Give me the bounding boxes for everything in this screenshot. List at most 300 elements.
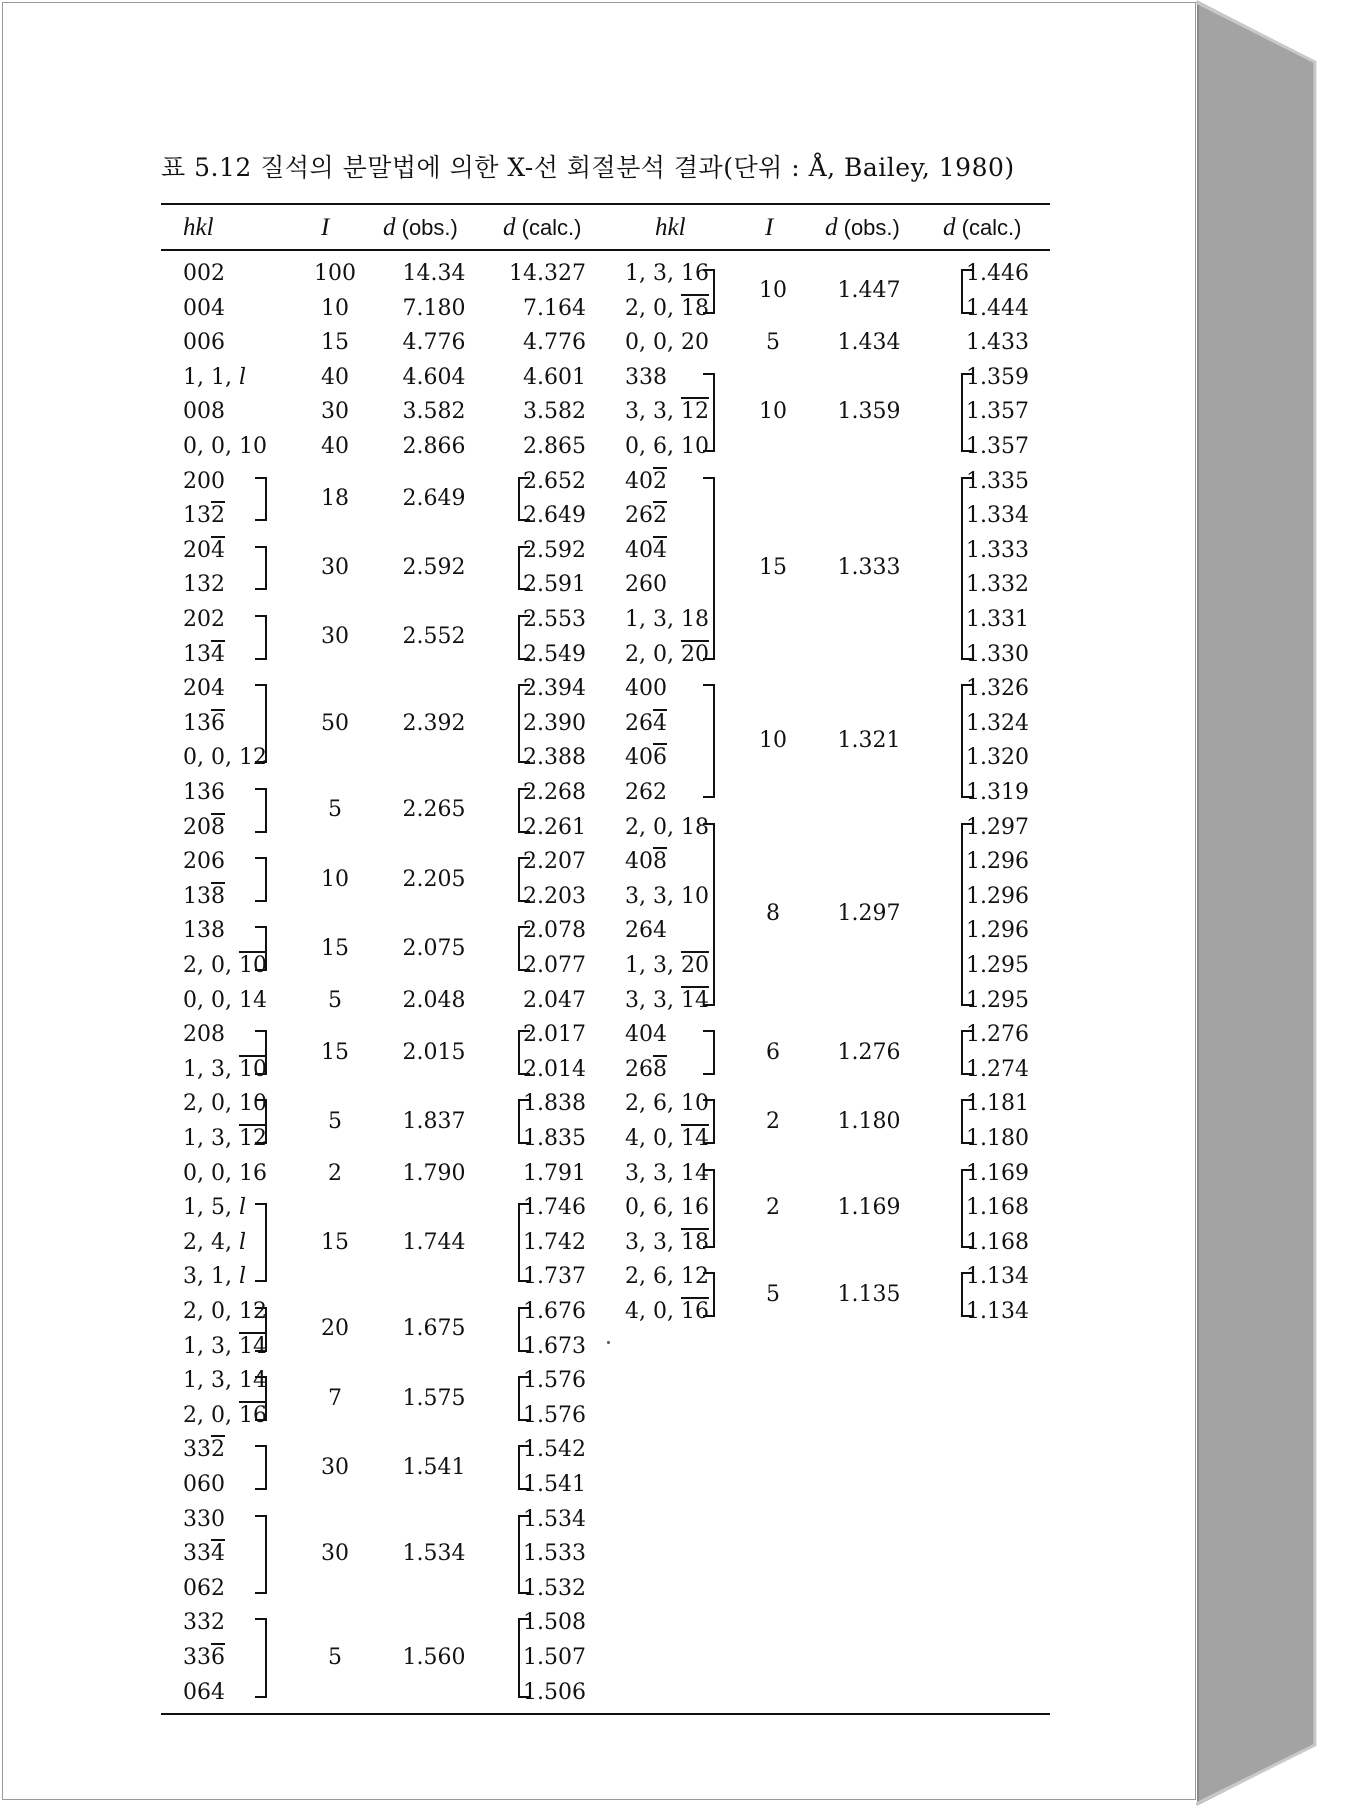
- hkl-value: 262: [625, 780, 667, 805]
- d-calc-value: 1.296: [966, 849, 1029, 875]
- header-intensity-right: I: [765, 214, 774, 241]
- d-obs-value: 1.790: [402, 1160, 466, 1186]
- hkl-value: 404: [625, 1022, 667, 1048]
- d-calc-value: 1.359: [966, 364, 1029, 390]
- hkl-group-bracket: [255, 1099, 267, 1144]
- d-obs-value: 2.866: [402, 434, 466, 459]
- d-calc-value: 1.533: [523, 1541, 586, 1567]
- table-bottom-rule: [161, 1713, 1050, 1715]
- hkl-group-bracket: [255, 684, 267, 763]
- d-calc-value: 3.582: [523, 399, 586, 425]
- intensity-value: 10: [321, 866, 349, 892]
- intensity-value: 8: [766, 901, 780, 927]
- d-calc-value: 2.388: [523, 745, 586, 771]
- hkl-value: 400: [625, 676, 667, 702]
- hkl-value: 264: [625, 918, 667, 944]
- hkl-value: 3, 3, 14: [625, 987, 709, 1013]
- d-calc-value: 1.134: [966, 1264, 1029, 1290]
- d-calc-value: 2.078: [523, 918, 586, 944]
- d-calc-value: 2.591: [523, 572, 586, 598]
- d-calc-group-bracket: [961, 1272, 973, 1317]
- hkl-value: 208: [183, 814, 225, 840]
- d-calc-group-bracket: [518, 1445, 530, 1490]
- intensity-value: 100: [314, 261, 356, 286]
- d-calc-value: 1.297: [966, 814, 1029, 840]
- d-obs-value: 4.776: [402, 330, 466, 356]
- intensity-value: 10: [321, 295, 349, 321]
- d-obs-value: 2.552: [402, 624, 466, 650]
- hkl-value: 4, 0, 16: [625, 1299, 709, 1324]
- d-calc-group-bracket: [518, 477, 530, 522]
- table-top-rule: [161, 203, 1050, 205]
- d-obs-value: 7.180: [402, 295, 466, 321]
- overline-index: 2: [211, 1437, 225, 1463]
- overline-index: 12: [238, 1126, 267, 1151]
- hkl-value: 200: [183, 468, 225, 494]
- hkl-value: 2, 6, 12: [625, 1264, 709, 1290]
- hkl-value: 0, 0, 14: [183, 987, 267, 1013]
- hkl-value: 1, 5, l: [183, 1195, 247, 1221]
- overline-index: 8: [653, 1056, 667, 1082]
- hkl-group-bracket: [703, 477, 715, 660]
- d-calc-value: 2.207: [523, 849, 586, 875]
- d-calc-value: 1.444: [966, 295, 1029, 321]
- overline-index: 12: [680, 399, 709, 425]
- hkl-value: 138: [183, 883, 225, 909]
- d-calc-value: 1.274: [966, 1056, 1029, 1082]
- intensity-value: 40: [321, 364, 349, 390]
- overline-index: 18: [680, 295, 709, 321]
- hkl-value: 202: [183, 607, 225, 632]
- intensity-value: 10: [759, 399, 787, 425]
- intensity-value: 30: [321, 399, 349, 425]
- hkl-value: 2, 0, 18: [625, 814, 709, 840]
- d-calc-value: 1.541: [523, 1472, 586, 1497]
- d-calc-value: 1.446: [966, 261, 1029, 286]
- overline-index: 14: [680, 987, 709, 1013]
- d-obs-value: 2.015: [402, 1039, 466, 1065]
- intensity-value: 10: [759, 278, 787, 304]
- d-calc-group-bracket: [518, 1030, 530, 1075]
- hkl-value: 2, 0, 12: [183, 1299, 267, 1324]
- hkl-value: 1, 1, l: [183, 364, 247, 390]
- hkl-group-bracket: [703, 1030, 715, 1075]
- hkl-value: 136: [183, 780, 225, 805]
- d-calc-value: 1.737: [523, 1264, 586, 1290]
- intensity-value: 10: [759, 728, 787, 754]
- d-calc-group-bracket: [518, 1203, 530, 1282]
- overline-index: 6: [211, 1645, 225, 1670]
- d-calc-value: 1.534: [523, 1506, 586, 1532]
- d-calc-value: 1.357: [966, 399, 1029, 425]
- d-calc-group-bracket: [518, 615, 530, 660]
- d-calc-value: 2.390: [523, 710, 586, 736]
- d-calc-group-bracket: [518, 926, 530, 971]
- d-obs-value: 1.333: [837, 555, 901, 581]
- intensity-value: 6: [766, 1039, 780, 1065]
- d-calc-value: 1.296: [966, 883, 1029, 909]
- overline-index: 10: [238, 1056, 267, 1082]
- hkl-group-bracket: [255, 1030, 267, 1075]
- d-obs-value: 1.534: [402, 1541, 466, 1567]
- d-calc-value: 1.332: [966, 572, 1029, 598]
- d-calc-group-bracket: [518, 546, 530, 591]
- d-obs-value: 1.575: [402, 1385, 466, 1411]
- hkl-value: 132: [183, 503, 225, 529]
- hkl-value: 2, 0, 16: [183, 1402, 267, 1428]
- d-calc-value: 1.335: [966, 468, 1029, 494]
- d-calc-value: 7.164: [523, 295, 586, 321]
- hkl-value: 0, 6, 10: [625, 434, 709, 459]
- header-hkl-right: hkl: [655, 214, 686, 241]
- d-obs-value: 2.592: [402, 555, 466, 581]
- hkl-group-bracket: [255, 615, 267, 660]
- overline-index: 20: [680, 641, 709, 667]
- hkl-value: 1, 3, 12: [183, 1126, 267, 1151]
- hkl-value: 0, 0, 16: [183, 1160, 267, 1186]
- hkl-value: 332: [183, 1437, 225, 1463]
- d-calc-value: 2.047: [523, 987, 586, 1013]
- d-calc-group-bracket: [518, 684, 530, 763]
- overline-index: 2: [653, 503, 667, 529]
- d-calc-value: 2.549: [523, 641, 586, 667]
- header-d-obs-right: d (obs.): [825, 214, 900, 241]
- hkl-value: 0, 0, 20: [625, 330, 709, 356]
- hkl-value: 404: [625, 537, 667, 563]
- d-obs-value: 1.359: [837, 399, 901, 425]
- hkl-value: 1, 3, 18: [625, 607, 709, 632]
- d-calc-value: 1.742: [523, 1229, 586, 1255]
- hkl-value: 2, 6, 10: [625, 1091, 709, 1117]
- hkl-value: 330: [183, 1506, 225, 1532]
- hkl-value: 408: [625, 849, 667, 875]
- hkl-value: 406: [625, 745, 667, 771]
- hkl-value: 204: [183, 676, 225, 702]
- d-obs-value: 1.135: [837, 1281, 901, 1307]
- intensity-value: 18: [321, 485, 349, 511]
- intensity-value: 15: [321, 1039, 349, 1065]
- d-calc-value: 2.394: [523, 676, 586, 702]
- hkl-value: 3, 1, l: [183, 1264, 247, 1290]
- header-intensity-left: I: [321, 214, 330, 241]
- intensity-value: 40: [321, 434, 349, 459]
- overline-index: 14: [680, 1126, 709, 1151]
- d-obs-value: 1.447: [837, 278, 901, 304]
- d-calc-value: 1.320: [966, 745, 1029, 771]
- hkl-value: 1, 3, 20: [625, 953, 709, 978]
- hkl-group-bracket: [703, 269, 715, 314]
- d-calc-value: 1.319: [966, 780, 1029, 805]
- overline-index: 16: [238, 1402, 267, 1428]
- d-calc-value: 1.181: [966, 1091, 1029, 1117]
- d-calc-value: 1.333: [966, 537, 1029, 563]
- hkl-value: 136: [183, 710, 225, 736]
- d-calc-value: 2.077: [523, 953, 586, 978]
- d-calc-value: 1.835: [523, 1126, 586, 1151]
- d-calc-value: 1.295: [966, 953, 1029, 978]
- hkl-value: 260: [625, 572, 667, 598]
- hkl-value: 060: [183, 1472, 225, 1497]
- intensity-value: 5: [328, 1108, 342, 1134]
- header-d-calc-right: d (calc.): [943, 214, 1022, 241]
- d-calc-value: 1.295: [966, 987, 1029, 1013]
- hkl-group-bracket: [255, 1203, 267, 1282]
- hkl-value: 0, 0, 10: [183, 434, 267, 459]
- overline-index: 2: [211, 503, 225, 529]
- d-calc-value: 1.746: [523, 1195, 586, 1221]
- hkl-group-bracket: [703, 684, 715, 798]
- overline-index: 8: [211, 883, 225, 909]
- d-calc-value: 2.592: [523, 537, 586, 563]
- d-calc-group-bracket: [518, 788, 530, 833]
- d-calc-value: 1.169: [966, 1160, 1029, 1186]
- d-obs-value: 1.276: [837, 1039, 901, 1065]
- d-calc-value: 1.357: [966, 434, 1029, 459]
- d-obs-value: 2.392: [402, 710, 466, 736]
- hkl-value: 0, 0, 12: [183, 745, 267, 771]
- overline-index: 10: [238, 953, 267, 978]
- d-obs-value: 2.048: [402, 987, 466, 1013]
- hkl-value: 1, 3, 10: [183, 1056, 267, 1082]
- d-obs-value: 1.321: [837, 728, 901, 754]
- overline-index: 6: [653, 745, 667, 771]
- header-hkl-left: hkl: [183, 214, 214, 241]
- hkl-group-bracket: [703, 823, 715, 1006]
- intensity-value: 30: [321, 555, 349, 581]
- d-calc-value: 1.791: [523, 1160, 586, 1186]
- hkl-group-bracket: [703, 373, 715, 452]
- hkl-group-bracket: [703, 1272, 715, 1317]
- intensity-value: 5: [766, 330, 780, 356]
- d-obs-value: 1.837: [402, 1108, 466, 1134]
- header-d-obs-left: d (obs.): [383, 214, 458, 241]
- overline-index: 14: [238, 1333, 267, 1359]
- book-side-face: [1196, 0, 1357, 1806]
- overline-index: 6: [211, 710, 225, 736]
- hkl-value: 1, 3, 14: [183, 1333, 267, 1359]
- d-obs-value: 1.434: [837, 330, 901, 356]
- d-calc-value: 1.542: [523, 1437, 586, 1463]
- d-calc-value: 2.268: [523, 780, 586, 805]
- hkl-value: 268: [625, 1056, 667, 1082]
- hkl-value: 4, 0, 14: [625, 1126, 709, 1151]
- overline-index: 2: [653, 468, 667, 494]
- d-calc-value: 1.673: [523, 1333, 586, 1359]
- overline-index: 20: [680, 953, 709, 978]
- hkl-value: 204: [183, 537, 225, 563]
- hkl-value: 008: [183, 399, 225, 425]
- hkl-group-bracket: [255, 788, 267, 833]
- d-calc-group-bracket: [961, 823, 973, 1006]
- d-calc-group-bracket: [518, 1515, 530, 1594]
- overline-index: 4: [211, 641, 225, 667]
- d-calc-value: 1.296: [966, 918, 1029, 944]
- intensity-value: 20: [321, 1316, 349, 1342]
- hkl-value: 334: [183, 1541, 225, 1567]
- d-calc-value: 1.532: [523, 1575, 586, 1601]
- intensity-value: 5: [328, 1645, 342, 1670]
- d-calc-value: 2.261: [523, 814, 586, 840]
- d-calc-group-bracket: [961, 684, 973, 798]
- book-page: [2, 2, 1196, 1800]
- d-obs-value: 1.675: [402, 1316, 466, 1342]
- d-calc-value: 1.433: [966, 330, 1029, 356]
- d-calc-value: 2.017: [523, 1022, 586, 1048]
- print-speck: [607, 1341, 610, 1344]
- intensity-value: 2: [766, 1108, 780, 1134]
- d-calc-value: 2.553: [523, 607, 586, 632]
- hkl-value: 1, 3, 16: [625, 261, 709, 286]
- hkl-value: 3, 3, 14: [625, 1160, 709, 1186]
- hkl-value: 336: [183, 1645, 225, 1670]
- d-calc-group-bracket: [961, 373, 973, 452]
- hkl-value: 206: [183, 849, 225, 875]
- d-obs-value: 2.265: [402, 797, 466, 823]
- hkl-value: 2, 0, 10: [183, 953, 267, 978]
- hkl-value: 138: [183, 918, 225, 944]
- hkl-value: 402: [625, 468, 667, 494]
- d-calc-value: 4.601: [523, 364, 586, 390]
- d-obs-value: 1.560: [402, 1645, 466, 1670]
- hkl-value: 338: [625, 364, 667, 390]
- d-calc-value: 1.324: [966, 710, 1029, 736]
- d-calc-value: 1.331: [966, 607, 1029, 632]
- intensity-value: 5: [766, 1281, 780, 1307]
- d-calc-value: 1.576: [523, 1402, 586, 1428]
- hkl-value: 2, 4, l: [183, 1229, 247, 1255]
- hkl-group-bracket: [255, 1376, 267, 1421]
- d-calc-value: 1.508: [523, 1610, 586, 1636]
- overline-index: 8: [653, 849, 667, 875]
- intensity-value: 30: [321, 1454, 349, 1480]
- d-calc-value: 1.168: [966, 1195, 1029, 1221]
- overline-index: 16: [680, 1299, 709, 1324]
- d-calc-value: 1.276: [966, 1022, 1029, 1048]
- hkl-group-bracket: [255, 1618, 267, 1697]
- d-obs-value: 4.604: [402, 364, 466, 390]
- d-obs-value: 1.744: [402, 1229, 466, 1255]
- d-calc-group-bracket: [518, 857, 530, 902]
- d-calc-group-bracket: [518, 1307, 530, 1352]
- d-obs-value: 1.169: [837, 1195, 901, 1221]
- intensity-value: 30: [321, 1541, 349, 1567]
- hkl-group-bracket: [703, 1099, 715, 1144]
- d-calc-value: 1.334: [966, 503, 1029, 529]
- intensity-value: 30: [321, 624, 349, 650]
- d-calc-value: 1.576: [523, 1368, 586, 1394]
- overline-index: 4: [211, 537, 225, 563]
- overline-index: 4: [211, 1541, 225, 1567]
- intensity-value: 15: [321, 935, 349, 961]
- d-obs-value: 1.541: [402, 1454, 466, 1480]
- d-calc-value: 14.327: [509, 261, 586, 286]
- d-calc-value: 1.507: [523, 1645, 586, 1670]
- overline-index: 18: [680, 1229, 709, 1255]
- d-calc-group-bracket: [961, 477, 973, 660]
- hkl-value: 004: [183, 295, 225, 321]
- d-calc-group-bracket: [961, 269, 973, 314]
- hkl-group-bracket: [255, 546, 267, 591]
- d-calc-group-bracket: [961, 1099, 973, 1144]
- d-calc-value: 4.776: [523, 330, 586, 356]
- d-calc-value: 2.014: [523, 1056, 586, 1082]
- d-calc-value: 2.865: [523, 434, 586, 459]
- hkl-value: 208: [183, 1022, 225, 1048]
- overline-index: 4: [653, 710, 667, 736]
- overline-index: 8: [211, 814, 225, 840]
- intensity-value: 50: [321, 710, 349, 736]
- hkl-value: 002: [183, 261, 225, 286]
- hkl-value: 2, 0, 20: [625, 641, 709, 667]
- d-calc-value: 2.652: [523, 468, 586, 494]
- hkl-value: 1, 3, 14: [183, 1368, 267, 1394]
- hkl-group-bracket: [255, 477, 267, 522]
- hkl-value: 2, 0, 18: [625, 295, 709, 321]
- hkl-value: 332: [183, 1610, 225, 1636]
- intensity-value: 15: [759, 555, 787, 581]
- d-calc-value: 1.326: [966, 676, 1029, 702]
- intensity-value: 2: [766, 1195, 780, 1221]
- d-calc-group-bracket: [518, 1376, 530, 1421]
- overline-index: 4: [653, 537, 667, 563]
- d-obs-value: 2.205: [402, 866, 466, 892]
- hkl-group-bracket: [255, 926, 267, 971]
- hkl-group-bracket: [255, 1445, 267, 1490]
- d-calc-group-bracket: [961, 1169, 973, 1248]
- d-calc-group-bracket: [518, 1618, 530, 1697]
- d-calc-value: 1.838: [523, 1091, 586, 1117]
- d-calc-value: 1.330: [966, 641, 1029, 667]
- hkl-value: 134: [183, 641, 225, 667]
- d-calc-value: 2.203: [523, 883, 586, 909]
- hkl-value: 3, 3, 10: [625, 883, 709, 909]
- table-header-rule: [161, 249, 1050, 251]
- d-obs-value: 2.075: [402, 935, 466, 961]
- hkl-value: 006: [183, 330, 225, 356]
- d-obs-value: 1.297: [837, 901, 901, 927]
- header-d-calc-left: d (calc.): [503, 214, 582, 241]
- d-calc-group-bracket: [518, 1099, 530, 1144]
- d-calc-value: 2.649: [523, 503, 586, 529]
- intensity-value: 2: [328, 1160, 342, 1186]
- intensity-value: 15: [321, 330, 349, 356]
- d-calc-group-bracket: [961, 1030, 973, 1075]
- d-calc-value: 1.676: [523, 1299, 586, 1324]
- d-calc-value: 1.168: [966, 1229, 1029, 1255]
- hkl-group-bracket: [703, 1169, 715, 1248]
- intensity-value: 15: [321, 1229, 349, 1255]
- hkl-value: 264: [625, 710, 667, 736]
- hkl-group-bracket: [255, 857, 267, 902]
- intensity-value: 5: [328, 987, 342, 1013]
- hkl-value: 132: [183, 572, 225, 598]
- intensity-value: 5: [328, 797, 342, 823]
- d-calc-value: 1.180: [966, 1126, 1029, 1151]
- table-title: 표 5.12 질석의 분말법에 의한 X-선 회절분석 결과(단위 : Å, Bailey, 1980): [161, 153, 1015, 182]
- d-obs-value: 1.180: [837, 1108, 901, 1134]
- hkl-value: 062: [183, 1575, 225, 1601]
- d-calc-value: 1.506: [523, 1679, 586, 1705]
- d-calc-value: 1.134: [966, 1299, 1029, 1324]
- hkl-group-bracket: [255, 1515, 267, 1594]
- hkl-group-bracket: [255, 1307, 267, 1352]
- d-obs-value: 14.34: [402, 261, 466, 286]
- hkl-value: 2, 0, 10: [183, 1091, 267, 1117]
- hkl-value: 064: [183, 1679, 225, 1705]
- d-obs-value: 2.649: [402, 485, 466, 511]
- hkl-value: 262: [625, 503, 667, 529]
- hkl-value: 3, 3, 12: [625, 399, 709, 425]
